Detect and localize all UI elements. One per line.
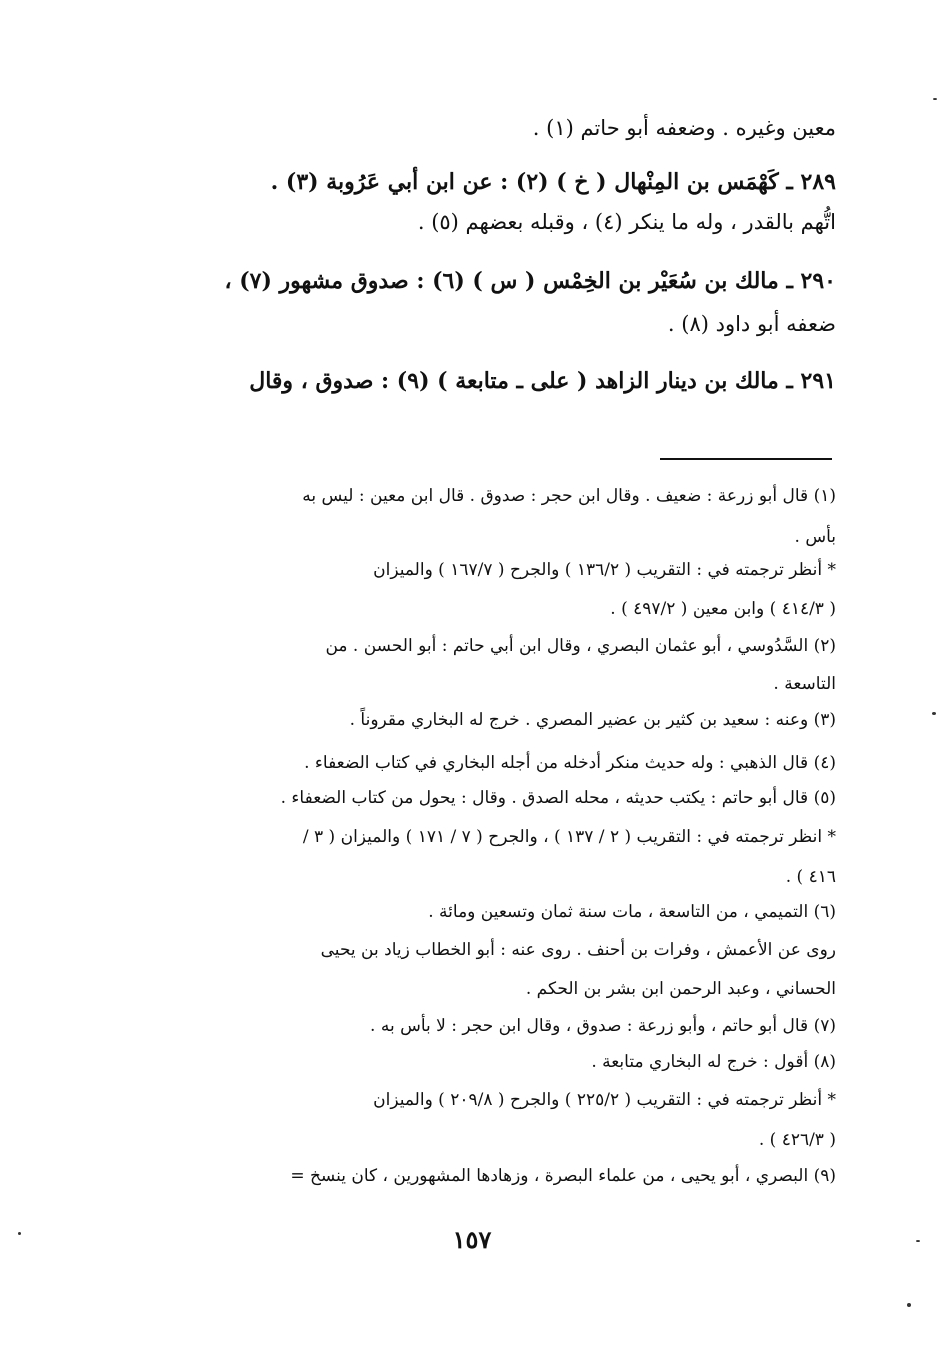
main-text-line: معين وغيره . وضعفه أبو حاتم (١) .	[532, 116, 836, 140]
entry-290-heading: ٢٩٠ ـ مالك بن سُعَيْر بن الخِمْس ( س ) (٦) : صدوق مشهور (٧) ،	[224, 268, 836, 294]
footnote-5-reference-cont: ٤١٦ ) .	[785, 867, 836, 887]
footnote-separator	[660, 458, 832, 460]
footnote-9: (٩) البصري ، أبو يحيى ، من علماء البصرة ، وزهادها المشهورين ، كان ينسخ =	[290, 1166, 836, 1186]
footnote-1-reference-cont: ( ٤١٤/٣ ) وابن معين ( ٤٩٧/٢ ) .	[610, 599, 836, 619]
page-number: ١٥٧	[452, 1225, 492, 1254]
scan-speck	[916, 1240, 920, 1242]
footnote-5: (٥) قال أبو حاتم : يكتب حديثه ، محله الصدق . وقال : يحول من كتاب الضعفاء .	[280, 788, 836, 808]
entry-290-text: ضعفه أبو داود (٨) .	[667, 312, 836, 336]
footnote-2: (٢) السَّدُوسي ، أبو عثمان البصري ، وقال ابن أبي حاتم : أبو الحسن . من	[325, 636, 836, 656]
footnote-4: (٤) قال الذهبي : وله حديث منكر أدخله من أجله البخاري في كتاب الضعفاء .	[304, 753, 836, 773]
footnote-3: (٣) وعنه : سعيد بن كثير بن عضير المصري . خرج له البخاري مقروناً .	[349, 710, 836, 730]
footnote-8-reference-cont: ( ٤٢٦/٣ ) .	[758, 1130, 836, 1150]
footnote-6-cont-2: الحساني ، وعبد الرحمن ابن بشر بن الحكم .	[525, 979, 836, 999]
footnote-2-cont: التاسعة .	[773, 674, 836, 694]
footnote-8-reference: * أنظر ترجمته في : التقريب ( ٢٢٥/٢ ) والجرح ( ٢٠٩/٨ ) والميزان	[373, 1090, 836, 1110]
entry-289-text: اتُّهم بالقدر ، وله ما ينكر (٤) ، وقبله بعضهم (٥) .	[417, 210, 836, 234]
footnote-1-reference: * أنظر ترجمته في : التقريب ( ١٣٦/٢ ) والجرح ( ١٦٧/٧ ) والميزان	[373, 560, 836, 580]
entry-289-heading: ٢٨٩ ـ كَهْمَس بن المِنْهال ( خ ) (٢) : عن ابن أبي عَرُوبة (٣) .	[270, 169, 836, 195]
footnote-8: (٨) أقول : خرج له البخاري متابعة .	[591, 1052, 836, 1072]
entry-291-heading: ٢٩١ ـ مالك بن دينار الزاهد ( على ـ متابعة ) (٩) : صدوق ، وقال	[249, 368, 836, 394]
footnote-6: (٦) التميمي ، من التاسعة ، مات سنة ثمان وتسعين ومائة .	[428, 902, 836, 922]
footnote-5-reference: * انظر ترجمته في : التقريب ( ٢ / ١٣٧ ) ، والجرح ( ٧ / ١٧١ ) والميزان ( ٣ /	[302, 827, 836, 847]
footnote-6-cont: روى عن الأعمش ، وفرات بن أحنف . روى عنه : أبو الخطاب زياد بن يحيى	[320, 940, 836, 960]
footnote-7: (٧) قال أبو حاتم ، وأبو زرعة : صدوق ، وقال ابن حجر : لا بأس به .	[370, 1016, 836, 1036]
footnote-1-cont: بأس .	[794, 527, 836, 547]
scan-speck	[907, 1303, 911, 1307]
footnote-1: (١) قال أبو زرعة : ضعيف . وقال ابن حجر : صدوق . قال ابن معين : ليس به	[302, 486, 836, 506]
scan-speck	[933, 98, 937, 100]
scan-speck	[18, 1232, 21, 1235]
scan-speck	[932, 712, 936, 715]
